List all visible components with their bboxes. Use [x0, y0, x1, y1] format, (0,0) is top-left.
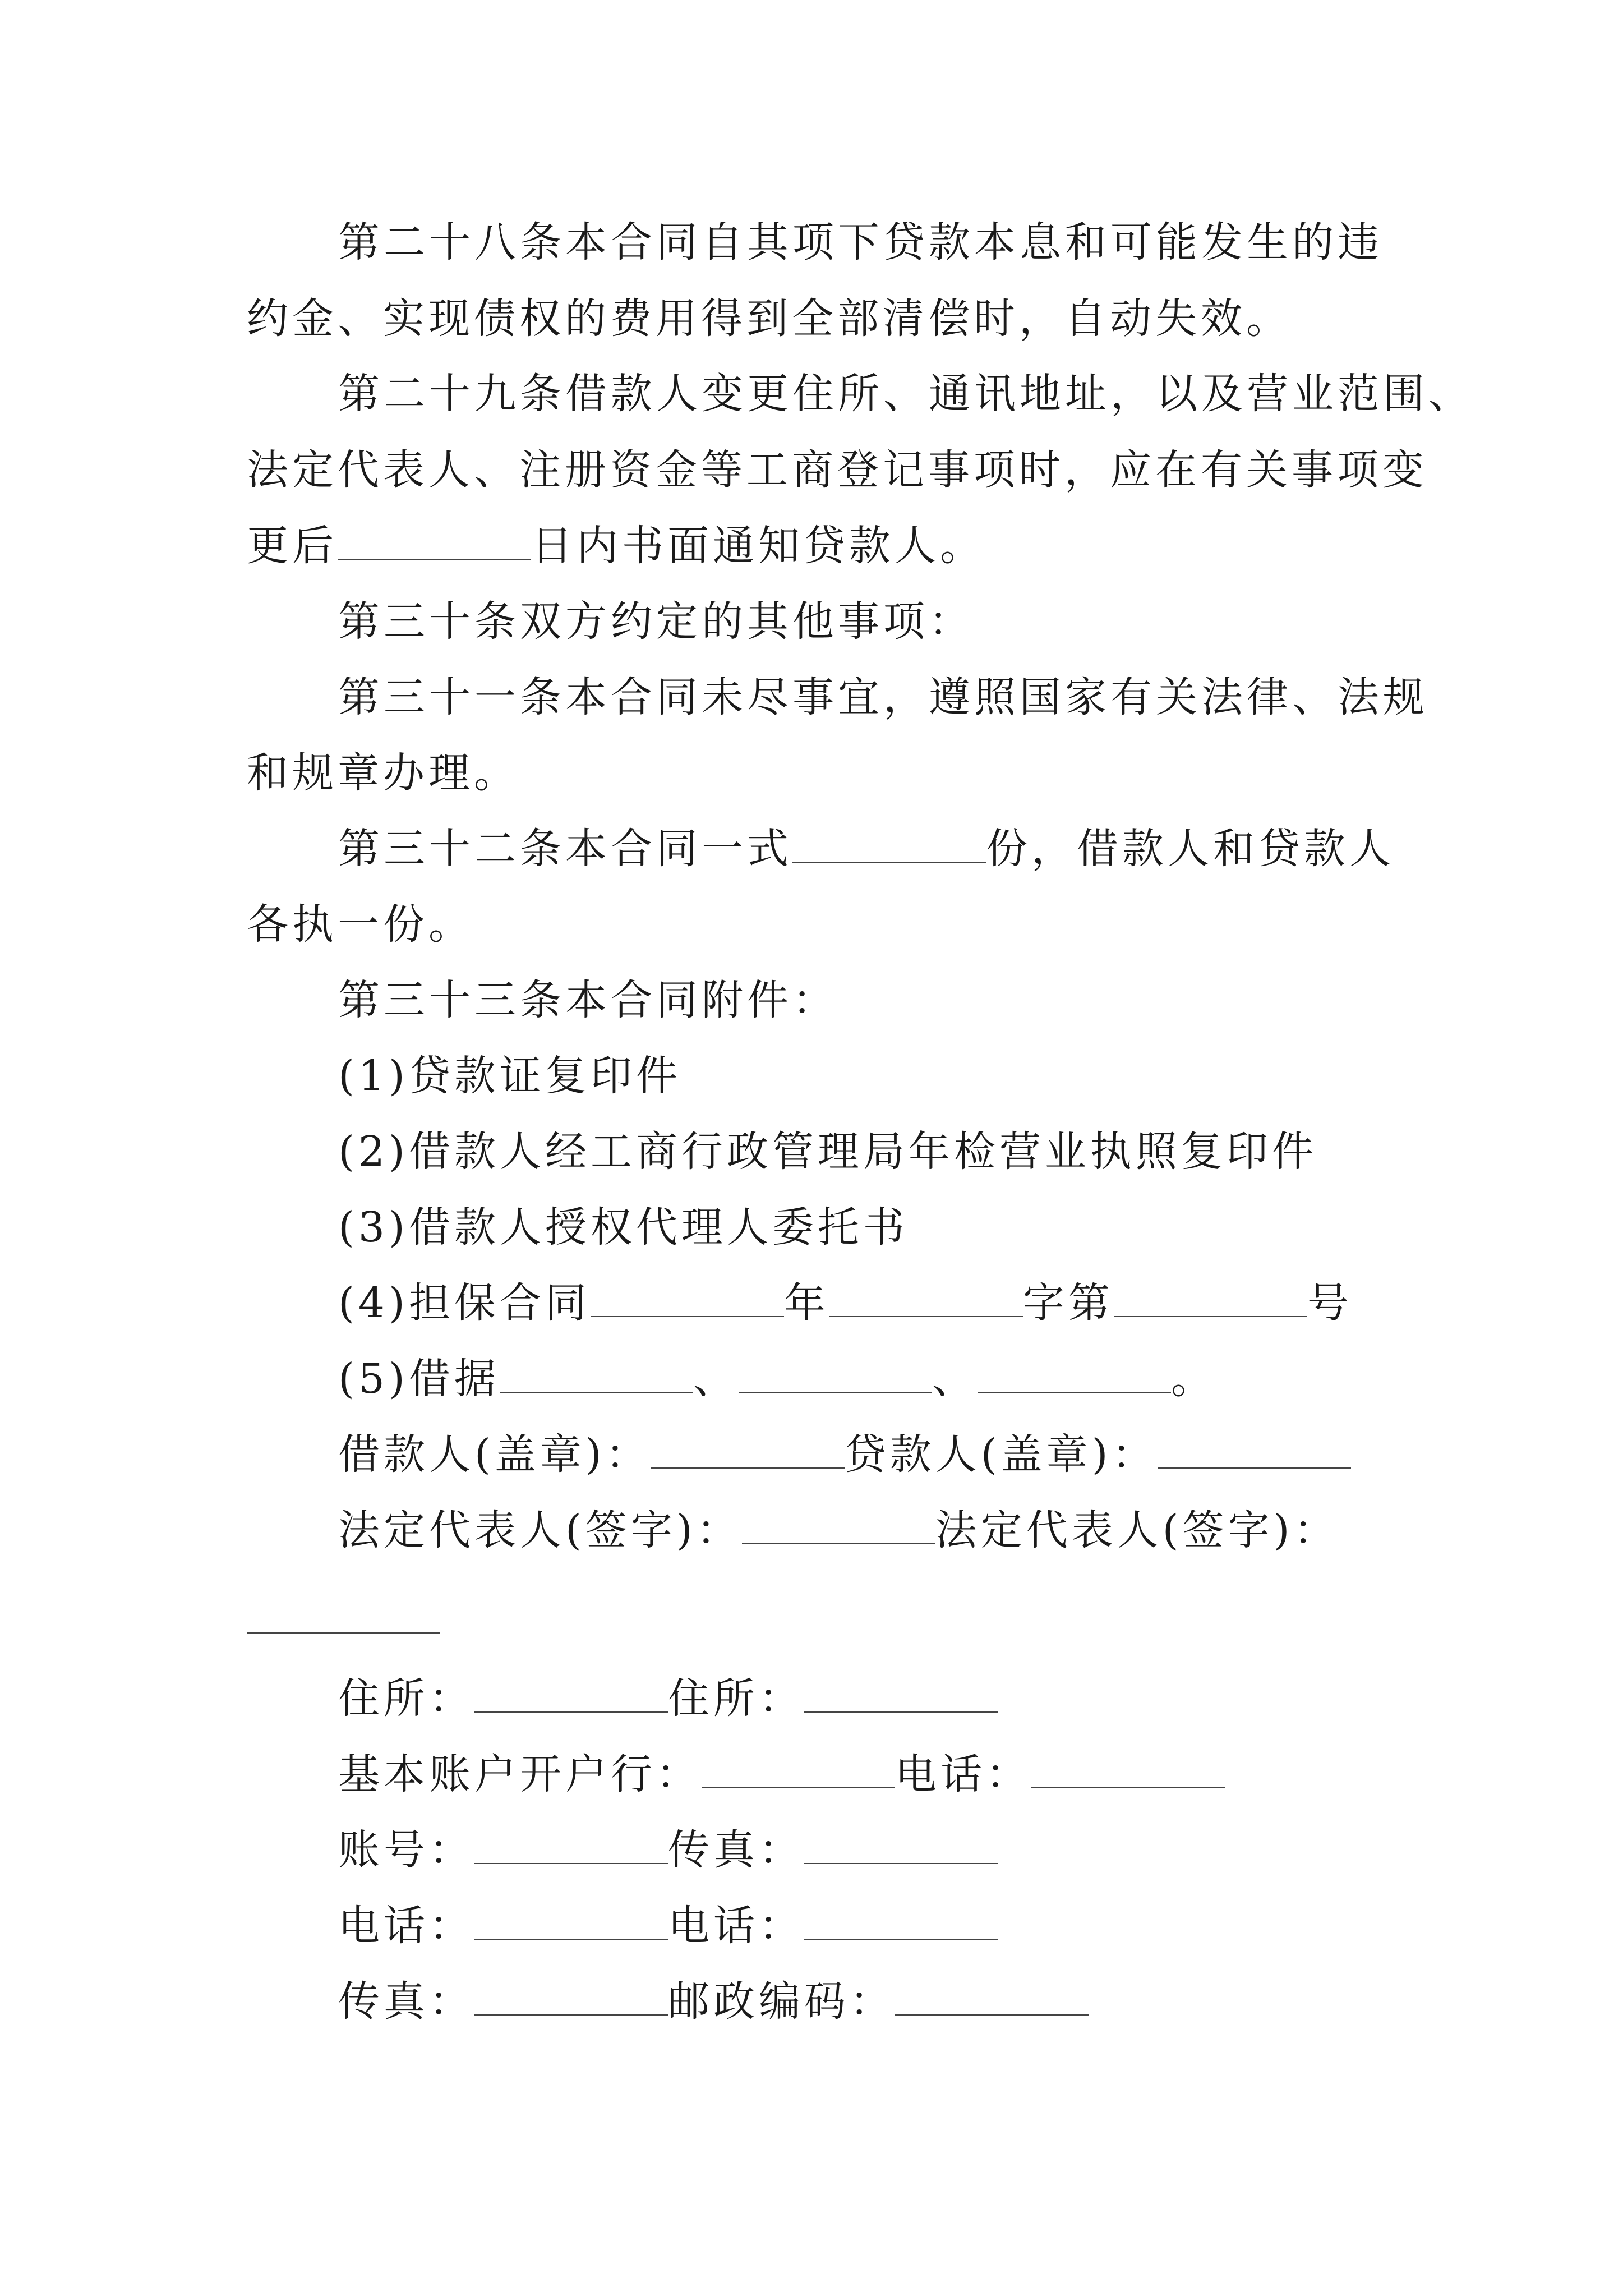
attachment-5-sep-2: 、	[932, 1355, 978, 1403]
postcode-label: 邮政编码：	[668, 1977, 895, 2026]
lender-fax-label: 传真：	[668, 1826, 804, 1874]
bank-label: 基本账户开户行：	[338, 1750, 702, 1798]
borrower-seal-label: 借款人(盖章)：	[338, 1430, 651, 1479]
article-30: 第三十条双方约定的其他事项：	[338, 597, 974, 646]
article-29-line-1: 第二十九条借款人变更住所、通讯地址，以及营业范围、	[338, 370, 1474, 418]
iou-blank-2	[739, 1357, 932, 1393]
borrower-seal-blank	[651, 1433, 845, 1469]
iou-blank-3	[978, 1357, 1171, 1393]
attachment-4-prefix: (4)担保合同	[338, 1279, 591, 1327]
notice-days-blank	[338, 524, 531, 560]
article-33: 第三十三条本合同附件：	[338, 976, 838, 1024]
attachment-2: (2)借款人经工商行政管理局年检营业执照复印件	[338, 1128, 1317, 1176]
borrower-address-label: 住所：	[338, 1674, 474, 1723]
borrower-legal-rep-label: 法定代表人(签字)：	[338, 1506, 742, 1554]
article-32-line-1	[338, 823, 1395, 874]
lender-phone-blank	[1031, 1752, 1225, 1788]
attachment-1: (1)贷款证复印件	[338, 1052, 681, 1100]
lender-phone-label: 电话：	[895, 1750, 1031, 1798]
phone-line	[338, 1901, 998, 1951]
lender-address-blank	[804, 1677, 998, 1713]
account-blank	[474, 1828, 668, 1864]
attachment-4-zidi: 字第	[1022, 1279, 1114, 1327]
lender-seal-blank	[1158, 1433, 1351, 1469]
attachment-4	[338, 1278, 1353, 1328]
postcode-blank	[895, 1980, 1089, 2016]
attachment-4-hao: 号	[1307, 1279, 1353, 1327]
borrower-phone-blank	[474, 1904, 668, 1940]
lender-phone-2-label: 电话：	[668, 1902, 804, 1950]
article-29-prefix: 更后	[247, 522, 338, 570]
lender-legal-rep-label: 法定代表人(签字)：	[935, 1506, 1339, 1554]
lender-address-label: 住所：	[668, 1674, 804, 1723]
attachment-5-prefix: (5)借据	[338, 1355, 500, 1403]
borrower-fax-blank	[474, 1980, 668, 2016]
borrower-legal-rep-blank	[742, 1508, 935, 1544]
article-32-line-2: 各执一份。	[247, 900, 474, 949]
copies-blank	[792, 827, 986, 863]
lender-seal-label: 贷款人(盖章)：	[844, 1430, 1158, 1479]
bank-phone-line	[338, 1749, 1225, 1800]
legal-rep-line	[338, 1505, 1339, 1556]
lender-legal-rep-blank	[247, 1598, 440, 1634]
borrower-phone-label: 电话：	[338, 1902, 474, 1950]
article-32-suffix: 份，借款人和贷款人	[986, 825, 1395, 873]
attachment-5-end: 。	[1170, 1355, 1216, 1403]
guarantee-year-blank	[829, 1281, 1023, 1317]
fax-postcode-line	[338, 1976, 1089, 2027]
borrower-address-blank	[474, 1677, 668, 1713]
attachment-4-year: 年	[783, 1279, 829, 1327]
article-29-suffix: 日内书面通知贷款人。	[531, 522, 985, 570]
borrower-fax-label: 传真：	[338, 1977, 474, 2026]
lender-phone-2-blank	[804, 1904, 998, 1940]
address-line	[338, 1673, 998, 1724]
account-label: 账号：	[338, 1826, 474, 1874]
article-31-line-1: 第三十一条本合同未尽事宜，遵照国家有关法律、法规	[338, 673, 1428, 721]
article-29-line-3	[247, 521, 985, 571]
lender-fax-blank	[804, 1828, 998, 1864]
seal-line	[338, 1429, 1351, 1480]
article-32-prefix: 第三十二条本合同一式	[338, 825, 792, 873]
iou-blank-1	[500, 1357, 693, 1393]
article-31-line-2: 和规章办理。	[247, 749, 519, 797]
account-fax-line	[338, 1825, 998, 1875]
article-29-line-2: 法定代表人、注册资金等工商登记事项时，应在有关事项变	[247, 446, 1428, 494]
article-28-line-2: 约金、实现债权的费用得到全部清偿时，自动失效。	[247, 295, 1292, 343]
attachment-5	[338, 1354, 1216, 1404]
attachment-3: (3)借款人授权代理人委托书	[338, 1203, 909, 1251]
bank-blank	[702, 1752, 895, 1788]
attachment-5-sep-1: 、	[693, 1355, 739, 1403]
guarantee-number-blank	[1114, 1281, 1307, 1317]
article-28-line-1: 第二十八条本合同自其项下贷款本息和可能发生的违	[338, 218, 1383, 266]
guarantee-contract-blank	[591, 1281, 784, 1317]
